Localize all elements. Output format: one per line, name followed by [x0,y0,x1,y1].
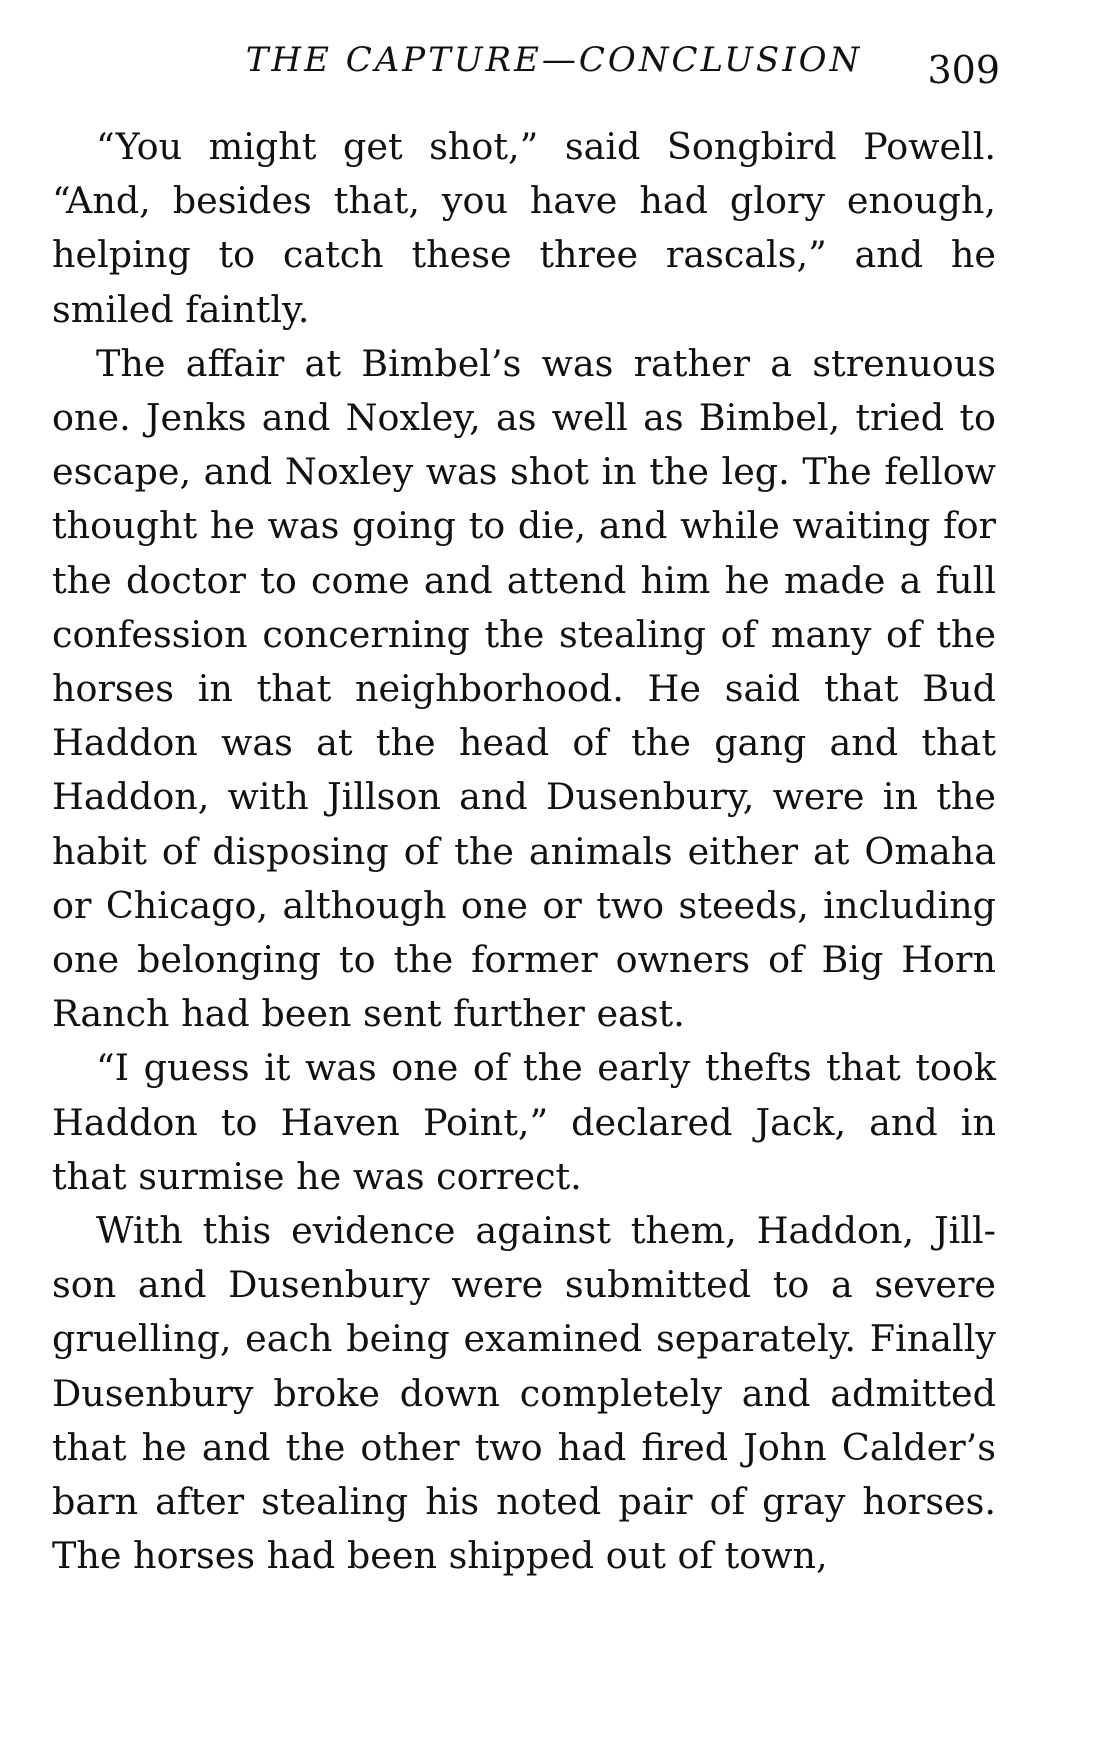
running-head [0,40,1108,100]
paragraph-jack-guess: “I guess it was one of the early thefts that took Haddon to Haven Point,” declared Jack, and in that surmise he was correct. [52,1046,996,1198]
body-text [52,120,996,1583]
paragraph-bimbel-affair: The affair at Bimbel’s was rather a strenuous one. Jenks and Noxley, as well as Bimbel, tried to escape, and Noxley was shot in the leg. The fellow thought he was going to die, and while waiting for the doctor to come and attend him he made a full confession concerning the stealing of many of the horses in that neighborhood. He said that Bud Haddon was at the head of the gang and that Haddon, with Jillson and Dusenbury, were in the habit of disposing of the animals either at Omaha or Chicago, although one or two steeds, including one belonging to the former owners of Big Horn Ranch had been sent further east. [52,341,996,1036]
paragraph-songbird-reply: “You might get shot,” said Songbird Powell. “And, besides that, you have had glory enough, helping to catch these three rascals,” and he smiled faintly. [52,125,996,331]
paragraph-evidence: With this evidence against them, Haddon, Jillson and Dusenbury were submitted to a severe gruelling, each being examined separately. Finally Dusenbury broke down completely and admitted that he and the other two had fired John Calder’s barn after stealing his noted pair of gray horses. The horses had been shipped out of town, [52,1209,996,1578]
page-number: 309 [927,48,1000,92]
running-title: THE CAPTURE—CONCLUSION [245,40,863,80]
